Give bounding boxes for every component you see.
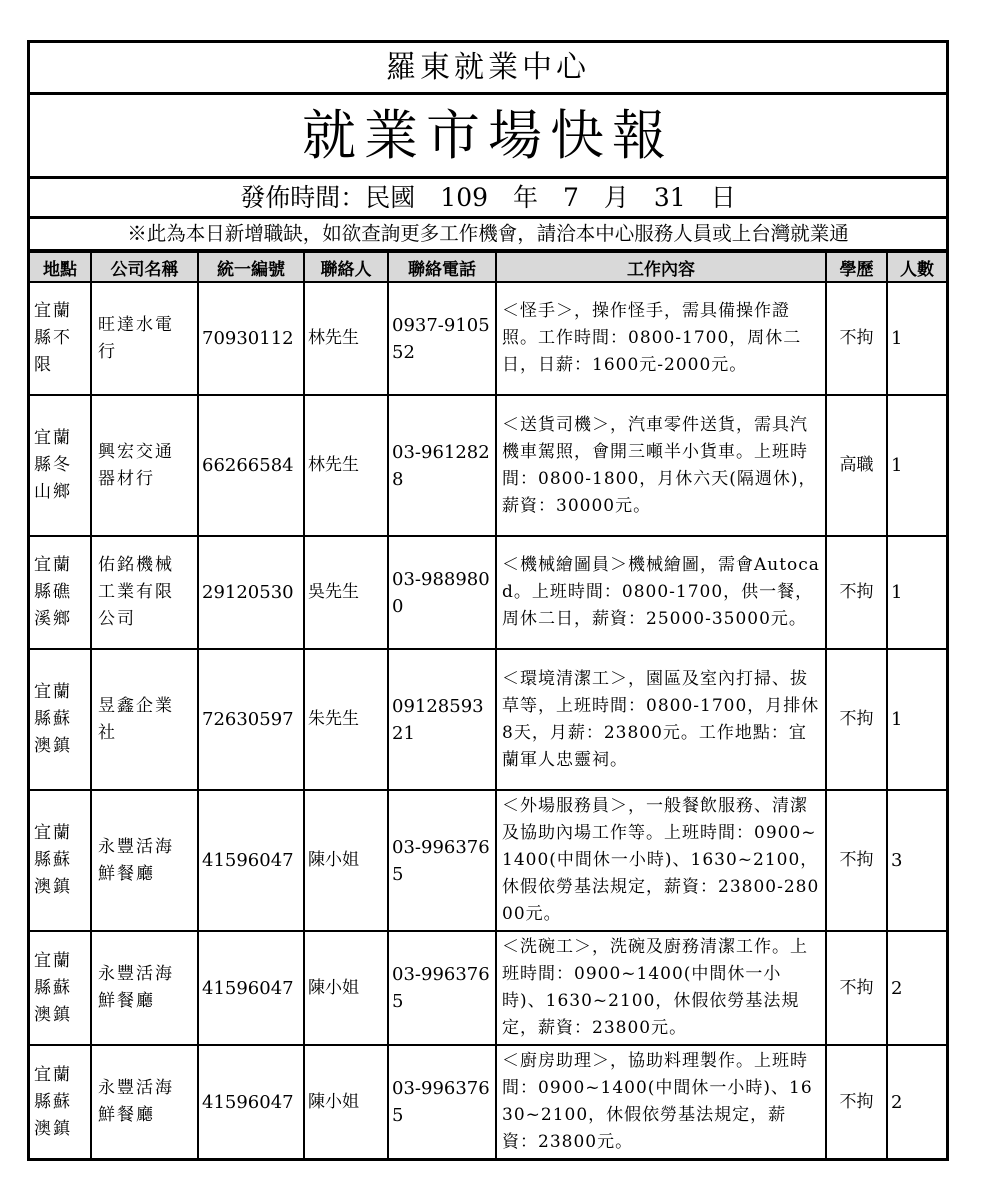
cell-description: ＜環境清潔工＞，園區及室內打掃、拔草等，上班時間：0800-1700，月排休8天，月薪：23800元。工作地點：宜蘭軍人忠靈祠。 [496,649,826,790]
table-row [30,1045,946,1158]
cell-location: 宜蘭縣蘇澳鎮 [30,790,91,931]
cell-tax-id: 66266584 [198,395,304,536]
cell-contact: 陳小姐 [304,1045,388,1158]
col-header-education: 學歷 [826,252,887,282]
cell-contact: 陳小姐 [304,790,388,931]
col-header-tax-id: 統一編號 [198,252,304,282]
cell-headcount: 3 [887,790,946,931]
cell-education: 不拘 [826,931,887,1045]
cell-contact: 朱先生 [304,649,388,790]
cell-description: ＜廚房助理＞，協助料理製作。上班時間：0900~1400(中間休一小時)、1630~2100，休假依勞基法規定，薪資：23800元。 [496,1045,826,1158]
cell-tax-id: 41596047 [198,790,304,931]
table-row [30,395,946,536]
cell-contact: 吳先生 [304,536,388,649]
cell-location: 宜蘭縣蘇澳鎮 [30,1045,91,1158]
cell-phone: 03-9963765 [388,931,496,1045]
col-header-location: 地點 [30,252,91,282]
cell-description: ＜機械繪圖員＞機械繪圖，需會Autocad。上班時間：0800-1700，供一餐，周休二日，薪資：25000-35000元。 [496,536,826,649]
cell-tax-id: 41596047 [198,931,304,1045]
notice-text: ※此為本日新增職缺，如欲查詢更多工作機會，請洽本中心服務人員或上台灣就業通 [30,219,946,251]
cell-description: ＜外場服務員＞，一般餐飲服務、清潔及協助內場工作等。上班時間：0900~1400(中間休一小時)、1630~2100，休假依勞基法規定，薪資：23800-28000元。 [496,790,826,931]
cell-location: 宜蘭縣不限 [30,282,91,395]
cell-headcount: 2 [887,1045,946,1158]
cell-company: 昱鑫企業社 [91,649,198,790]
cell-company: 永豐活海鮮餐廳 [91,790,198,931]
cell-education: 不拘 [826,649,887,790]
col-header-contact: 聯絡人 [304,252,388,282]
cell-education: 不拘 [826,282,887,395]
col-header-company: 公司名稱 [91,252,198,282]
table-row [30,649,946,790]
col-header-headcount: 人數 [887,252,946,282]
cell-company: 旺達水電行 [91,282,198,395]
col-header-description: 工作內容 [496,252,826,282]
col-header-phone: 聯絡電話 [388,252,496,282]
cell-location: 宜蘭縣蘇澳鎮 [30,931,91,1045]
cell-phone: 03-9889800 [388,536,496,649]
publish-date: 發佈時間：民國 109 年 7 月 31 日 [30,179,946,219]
cell-company: 興宏交通器材行 [91,395,198,536]
cell-company: 佑銘機械工業有限公司 [91,536,198,649]
cell-contact: 林先生 [304,282,388,395]
cell-tax-id: 29120530 [198,536,304,649]
cell-phone: 03-9963765 [388,1045,496,1158]
cell-company: 永豐活海鮮餐廳 [91,1045,198,1158]
table-header-row [30,252,946,282]
job-table [30,251,946,1158]
cell-headcount: 1 [887,536,946,649]
cell-headcount: 1 [887,649,946,790]
cell-headcount: 1 [887,395,946,536]
cell-phone: 0937-910552 [388,282,496,395]
center-name: 羅東就業中心 [30,43,946,95]
cell-headcount: 1 [887,282,946,395]
table-row [30,790,946,931]
cell-description: ＜洗碗工＞，洗碗及廚務清潔工作。上班時間：0900~1400(中間休一小時)、1630~2100，休假依勞基法規定，薪資：23800元。 [496,931,826,1045]
cell-phone: 03-9612828 [388,395,496,536]
cell-education: 不拘 [826,1045,887,1158]
cell-tax-id: 41596047 [198,1045,304,1158]
cell-company: 永豐活海鮮餐廳 [91,931,198,1045]
cell-description: ＜怪手＞，操作怪手，需具備操作證照。工作時間：0800-1700，周休二日，日薪：1600元-2000元。 [496,282,826,395]
table-row [30,536,946,649]
table-row [30,282,946,395]
cell-phone: 0912859321 [388,649,496,790]
cell-tax-id: 72630597 [198,649,304,790]
cell-location: 宜蘭縣冬山鄉 [30,395,91,536]
cell-contact: 林先生 [304,395,388,536]
cell-phone: 03-9963765 [388,790,496,931]
page-title: 就業市場快報 [30,95,946,179]
cell-contact: 陳小姐 [304,931,388,1045]
cell-tax-id: 70930112 [198,282,304,395]
cell-headcount: 2 [887,931,946,1045]
cell-description: ＜送貨司機＞，汽車零件送貨，需具汽機車駕照，會開三噸半小貨車。上班時間：0800-1800，月休六天(隔週休)，薪資：30000元。 [496,395,826,536]
table-row [30,931,946,1045]
cell-education: 不拘 [826,790,887,931]
cell-education: 不拘 [826,536,887,649]
cell-education: 高職 [826,395,887,536]
cell-location: 宜蘭縣礁溪鄉 [30,536,91,649]
job-bulletin-sheet [27,40,949,1161]
cell-location: 宜蘭縣蘇澳鎮 [30,649,91,790]
